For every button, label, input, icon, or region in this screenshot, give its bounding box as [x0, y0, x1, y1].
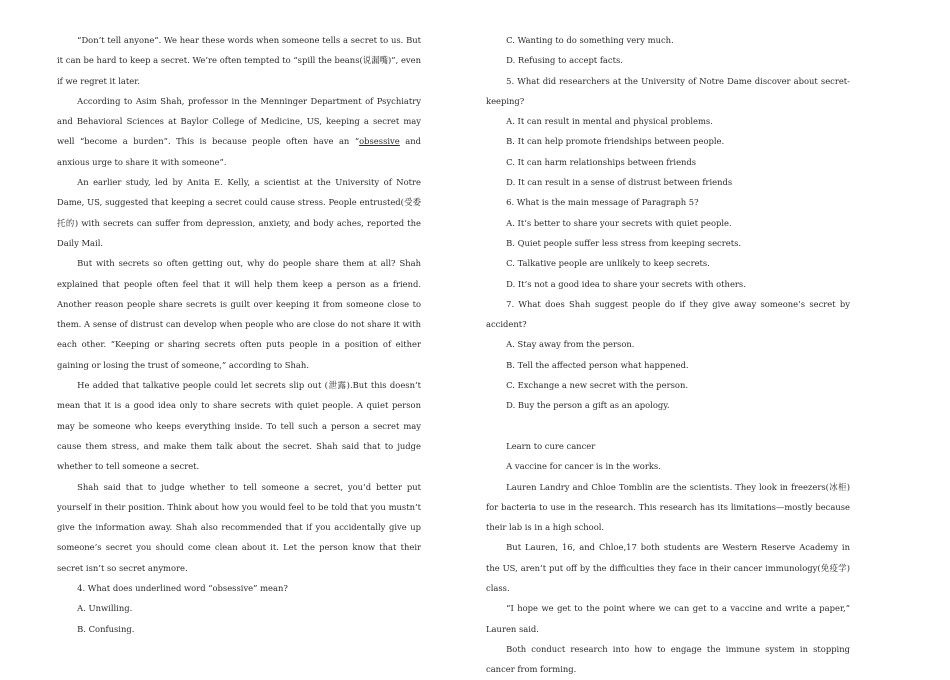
passage-paragraph-4: But with secrets so often getting out, why do people share them at all? Shah explained that people often feel that it will help them keep a person as a friend. Another reason people share secrets is guilt over keeping it from someone close to them. A sense of distrust can develop when people who are close do not share it with each other. “Keeping or sharing secrets often puts people in a position of either gaining or losing the trust of someone,” according to Shah. — [57, 258, 421, 370]
passage-paragraph-1: “Don’t tell anyone”. We hear these words when someone tells a secret to us. But it can be hard to keep a secret. We’re often tempted to “spill the beans(说漏嘴)”, even if we regret it later. — [57, 35, 421, 86]
passage-2-paragraph-1: A vaccine for cancer is in the works. — [506, 461, 661, 472]
question-6-option-a: A. It’s better to share your secrets with quiet people. — [506, 217, 732, 228]
passage-2-paragraph-4: “I hope we get to the point where we can get to a vaccine and write a paper,” Lauren said. — [486, 603, 850, 634]
question-5-option-a: A. It can result in mental and physical problems. — [506, 116, 713, 127]
passage-paragraph-3: An earlier study, led by Anita E. Kelly, a scientist at the University of Notre Dame, US, suggested that keeping a secret could cause stress. People entrusted(受委托的) with secrets can suffer from depression, anxiety, and body aches, reported the Daily Mail. — [57, 177, 421, 248]
question-6-option-c: C. Talkative people are unlikely to keep secrets. — [506, 258, 710, 269]
passage-2-paragraph-5: Both conduct research into how to engage the immune system in stopping cancer from forming. — [486, 643, 850, 675]
paragraph-2-text-before: According to Asim Shah, professor in the Menninger Department of Psychiatry and Behavioral Sciences at Baylor College of Medicine, US, keeping a secret may well “become a burden”. This is because people often have an “ — [57, 95, 421, 147]
question-7-option-d: D. Buy the person a gift as an apology. — [506, 400, 670, 411]
question-7: 7. What does Shah suggest people do if they give away someone’s secret by accident? — [486, 298, 850, 330]
question-4-option-c: C. Wanting to do something very much. — [506, 35, 674, 45]
question-4-option-d: D. Refusing to accept facts. — [506, 55, 623, 66]
question-7-option-c: C. Exchange a new secret with the person. — [506, 380, 689, 391]
underlined-word-obsessive: obsessive — [359, 136, 400, 147]
paragraph-2-text-after: and anxious urge to share it with someone”. — [57, 136, 421, 167]
passage-2-paragraph-2: Lauren Landry and Chloe Tomblin are the scientists. They look in freezers(冰柜) for bacteria to use in the research. This research has its limitations—mostly because their lab is in a high school. — [486, 481, 850, 533]
question-5: 5. What did researchers at the University of Notre Dame discover about secret-keeping? — [486, 75, 850, 106]
passage-paragraph-2 — [57, 91, 421, 172]
question-4-option-b: B. Confusing. — [77, 623, 135, 634]
question-4: 4. What does underlined word “obsessive” mean? — [77, 583, 288, 594]
question-6: 6. What is the main message of Paragraph 5? — [506, 197, 699, 208]
section-spacer — [486, 416, 850, 436]
passage-paragraph-5: He added that talkative people could let secrets slip out (泄露).But this doesn’t mean that it is a good idea only to share secrets with quiet people. A quiet person may be someone who keeps everything inside. To tell such a person a secret may cause them stress, and make them talk about the secret. Shah said that to judge whether to tell someone a secret. — [57, 380, 421, 472]
left-column — [57, 30, 421, 639]
question-5-option-d: D. It can result in a sense of distrust between friends — [506, 177, 733, 188]
question-7-option-b: B. Tell the affected person what happened. — [506, 359, 689, 370]
question-6-option-d: D. It’s not a good idea to share your secrets with others. — [506, 278, 746, 289]
question-5-option-b: B. It can help promote friendships between people. — [506, 136, 725, 147]
question-7-option-a: A. Stay away from the person. — [506, 339, 635, 350]
right-column — [486, 30, 850, 680]
question-5-option-c: C. It can harm relationships between friends — [506, 156, 697, 167]
passage-paragraph-6: Shah said that to judge whether to tell someone a secret, you’d better put yourself in their position. Think about how you would feel to be told that you mustn’t give the information away. Shah also recommended that if you accidentally give up someone’s secret you should come clean about it. Let the person know that their secret isn’t so secret anymore. — [57, 481, 421, 573]
passage-2-paragraph-3: But Lauren, 16, and Chloe,17 both students are Western Reserve Academy in the US, aren’t put off by the difficulties they face in their cancer immunology(免疫学) class. — [486, 542, 850, 594]
question-6-option-b: B. Quiet people suffer less stress from keeping secrets. — [506, 237, 742, 248]
question-4-option-a: A. Unwilling. — [77, 603, 133, 614]
passage-2-title: Learn to cure cancer — [506, 440, 596, 451]
